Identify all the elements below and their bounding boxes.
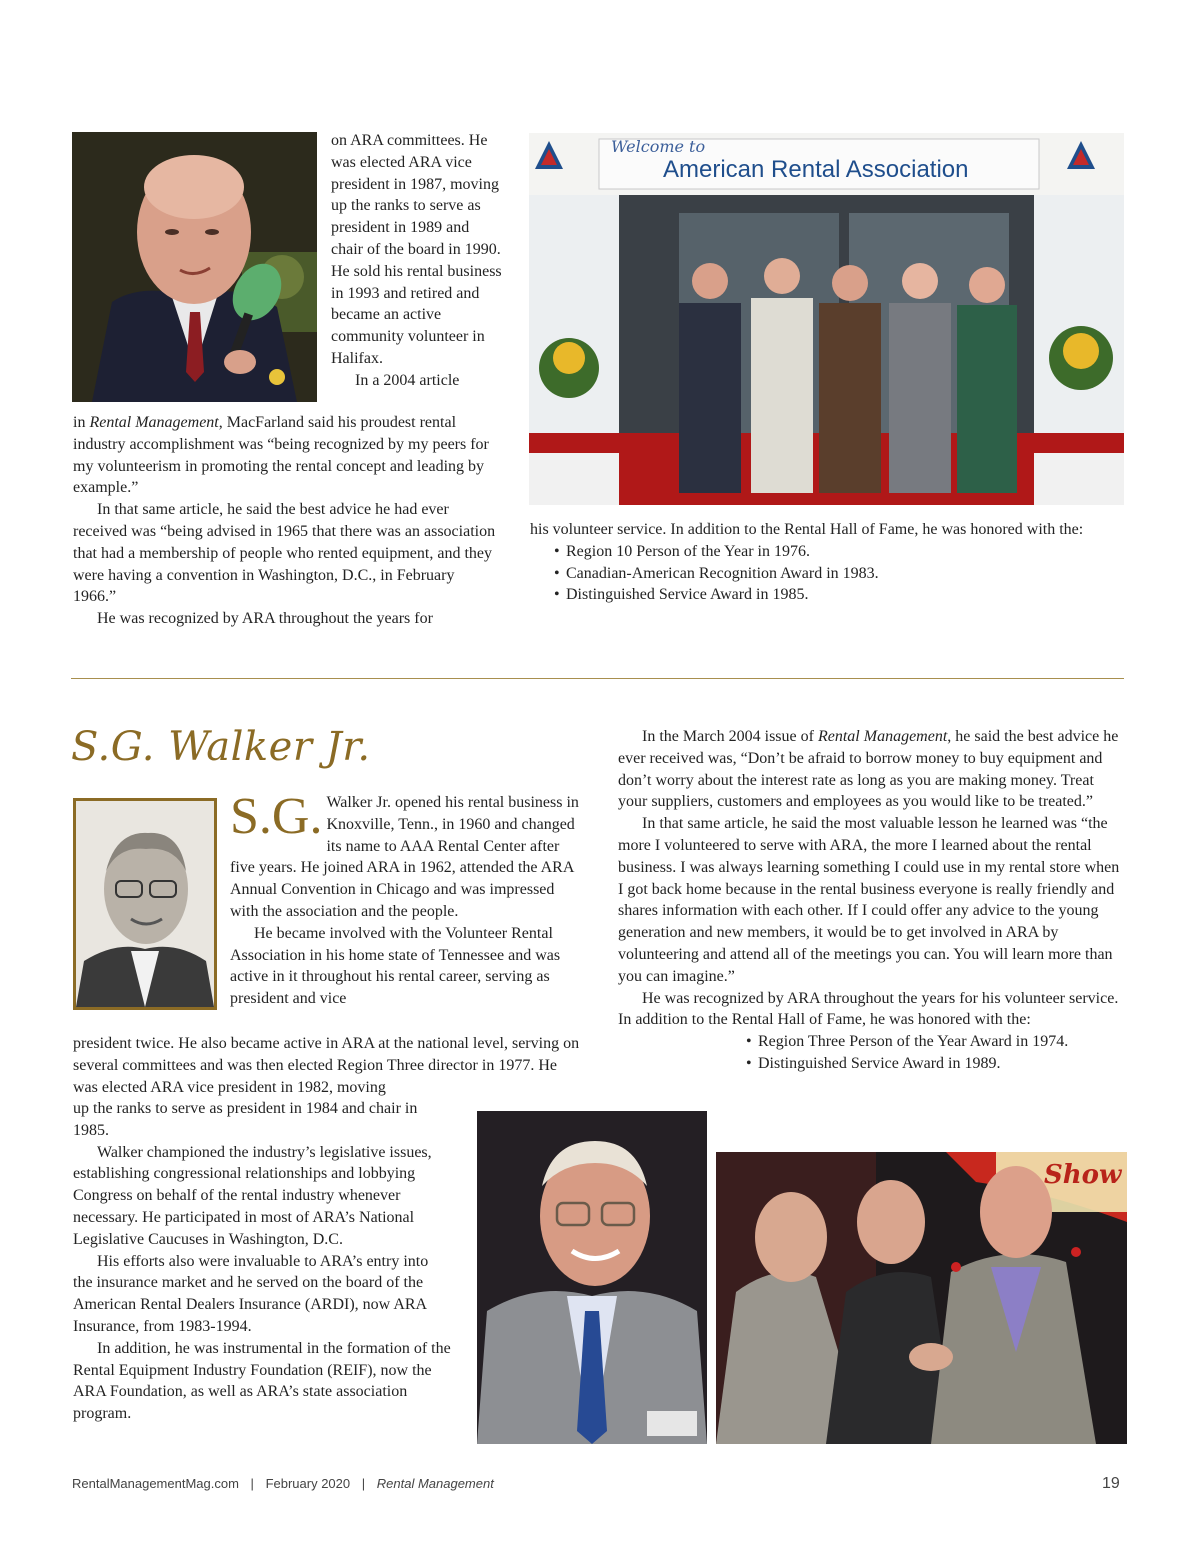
macfarland-side-text: [331, 130, 503, 392]
section-divider: [71, 678, 1124, 679]
walker-right-paragraph-3: He was recognized by ARA throughout the years for his volunteer service. In addition to the Rental Hall of Fame, he was honored with the:: [618, 989, 1119, 1029]
magazine-name-italic: Rental Management: [817, 728, 948, 745]
walker-portrait-drawing: [76, 801, 214, 1007]
magazine-name-italic: Rental Management: [89, 414, 219, 431]
award-item: • Region Three Person of the Year Award in 1974.: [746, 1031, 1123, 1053]
walker-right-paragraph-1: [618, 726, 1123, 813]
walker-dropcap: S.G.: [230, 788, 323, 845]
macfarland-awards-list: [554, 541, 1110, 606]
walker-intro-text: [230, 788, 582, 1010]
macfarland-side-paragraph: on ARA committees. He was elected ARA vice president in 1987, moving up the ranks to serve as president in 1989 and chair of the board in 1990. He sold his rental business in 1993 and retired and became an active community volunteer in Halifax.: [331, 132, 502, 367]
footer-site-link[interactable]: RentalManagementMag.com: [72, 1476, 239, 1491]
award-item: • Region 10 Person of the Year in 1976.: [554, 541, 1110, 563]
walker-casual-photo-drawing: [477, 1111, 707, 1444]
walker-portrait: [73, 798, 217, 1010]
ara-group-photo: [529, 133, 1124, 505]
award-item: • Canadian-American Recognition Award in 1983.: [554, 563, 1110, 585]
footer-date: February 2020: [265, 1476, 351, 1491]
award-item: • Distinguished Service Award in 1989.: [746, 1053, 1123, 1075]
walker-right-p1-start: In the March 2004 issue of: [642, 728, 818, 745]
macfarland-paragraph-2: In that same article, he said the best advice he had ever received was “being advised in 1965 that there was an association that had a membership of people who rented equipment, and they were having a convention in Washington, D.C., in February 1966.”: [73, 501, 496, 606]
walker-right-paragraph-2: In that same article, he said the most valuable lesson he learned was “the more I volunteered to serve with ARA, the more I learned about the rental business. I was always learning something I could use in my rental store when I got back home because in the rental business everyone is really friendly and shares information with each other. If I could offer any advice to the young generation and new members, it would be to get involved in ARA by volunteering and attend all of the meetings you can. You will learn more than you can imagine.”: [618, 815, 1120, 985]
walker-right-column: [618, 726, 1123, 1075]
ara-group-photo-drawing: [529, 133, 1124, 505]
walker-paragraph-4: His efforts also were invaluable to ARA’s entry into the insurance market and he served on the board of the American Rental Dealers Insurance (ARDI), now ARA Insurance, from 1983-1994.: [73, 1252, 429, 1335]
walker-handshake-photo: [716, 1152, 1127, 1444]
walker-right-p1-rest: , he said the best advice he ever received was, “Don’t be afraid to borrow money to buy equipment and don’t worry about the interest rate as long as you are making money. Treat your suppliers, customers and employees as you would like to be treated.”: [618, 728, 1119, 811]
award-item: • Distinguished Service Award in 1985.: [554, 584, 1110, 606]
show-banner-text: Show: [1044, 1160, 1122, 1190]
macfarland-side-paragraph-2: In a 2004 article: [355, 371, 460, 389]
walker-handshake-photo-drawing: [716, 1152, 1127, 1444]
walker-casual-photo: [477, 1111, 707, 1444]
walker-column-text: [73, 1033, 583, 1098]
footer-separator: |: [361, 1476, 366, 1491]
footer-separator: |: [250, 1476, 254, 1491]
walker-paragraph-5: In addition, he was instrumental in the formation of the Rental Equipment Industry Foundation (REIF), now the ARA Foundation, as well as ARA’s state association program.: [73, 1339, 451, 1423]
footer-magazine: Rental Management: [376, 1476, 494, 1491]
walker-heading: S.G. Walker Jr.: [71, 724, 371, 770]
walker-paragraph-3: Walker championed the industry’s legislative issues, establishing congressional relationships and lobbying Congress on behalf of the rental industry whenever necessary. He participated in most of ARA’s National Legislative Caucuses in Washington, D.C.: [73, 1143, 432, 1248]
macfarland-column-text: [73, 412, 498, 630]
walker-p1-text: Walker Jr. opened his rental business in Knoxville, Tenn., in 1960 and changed its name to AAA Rental Center after five years. He joined ARA in 1962, attended the ARA Annual Convention in Chicago and was impressed with the association and the people.: [230, 794, 579, 920]
macfarland-photo-drawing: [72, 132, 317, 402]
sign-welcome-text: Welcome to: [611, 137, 706, 156]
macfarland-p1-rest: , MacFarland said his proudest rental industry accomplishment was “being recognized by my peers for my volunteerism in promoting the rental concept and leading by example.”: [73, 414, 489, 497]
macfarland-photo: [72, 132, 317, 402]
page-footer: [72, 1476, 494, 1491]
macfarland-paragraph-3: He was recognized by ARA throughout the years for: [97, 610, 433, 628]
macfarland-p1-start: in: [73, 414, 90, 431]
page-number: 19: [1102, 1475, 1120, 1492]
walker-paragraph-2-full: president twice. He also became active in ARA at the national level, serving on several committees and was then elected Region Three director in 1977. He was elected ARA vice president in 1982, moving: [73, 1035, 580, 1096]
walker-narrow-text: [73, 1098, 451, 1425]
walker-paragraph-1: [230, 788, 582, 923]
sign-title-text: American Rental Association: [663, 156, 969, 183]
macfarland-awards-text: [530, 519, 1110, 606]
walker-awards-list: [746, 1031, 1123, 1075]
macfarland-paragraph-1: [73, 412, 498, 499]
walker-paragraph-2-end: up the ranks to serve as president in 1984 and chair in 1985.: [73, 1100, 418, 1139]
walker-paragraph-2-wrap: He became involved with the Volunteer Rental Association in his home state of Tennessee and was active in it throughout his rental career, serving as president and vice: [230, 924, 561, 1008]
macfarland-awards-intro: his volunteer service. In addition to the Rental Hall of Fame, he was honored with the:: [530, 521, 1084, 538]
